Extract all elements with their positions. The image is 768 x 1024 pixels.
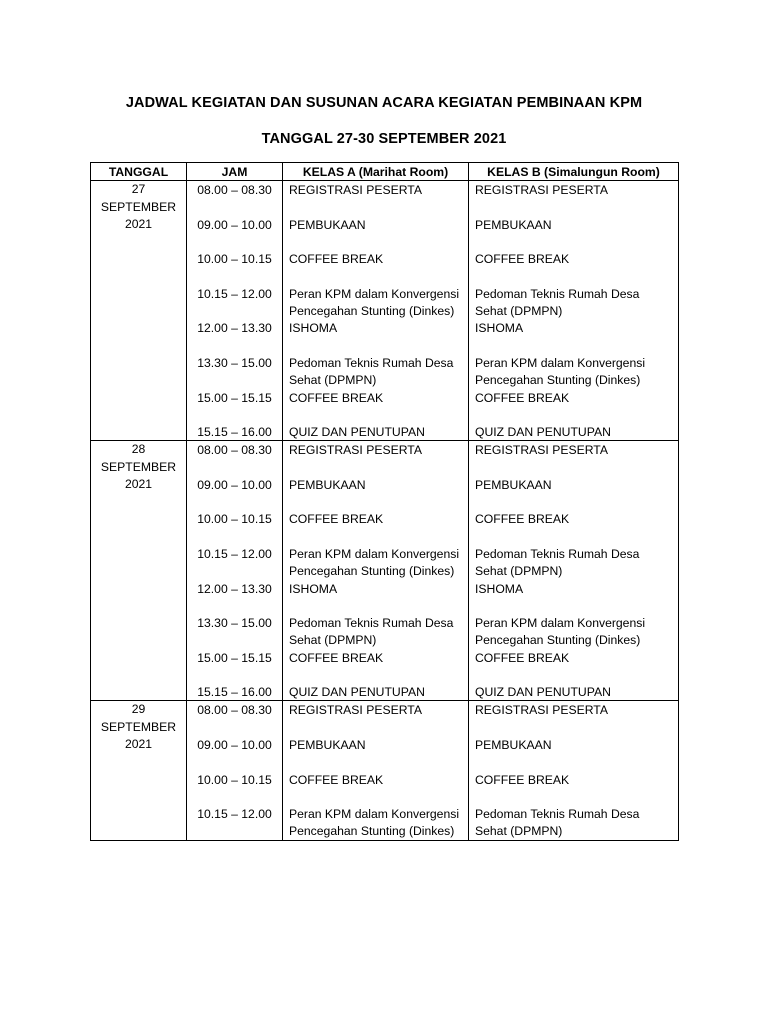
kelas-b-activity: [469, 250, 678, 285]
kelas-a-cell: [283, 441, 469, 701]
kelas-a-activity: [283, 649, 468, 684]
kelas-a-activity: [283, 736, 468, 771]
column-header-kelas-b: KELAS B (Simalungun Room): [469, 163, 679, 181]
kelas-a-activity-line: PEMBUKAAN: [289, 737, 366, 752]
kelas-b-activity: [469, 389, 678, 424]
kelas-b-activity: [469, 649, 678, 684]
kelas-b-activity-line: Sehat (DPMPN): [475, 563, 563, 578]
kelas-a-activity: [283, 614, 468, 649]
kelas-a-activity-line: PEMBUKAAN: [289, 477, 366, 492]
kelas-b-activity: [469, 701, 678, 736]
kelas-a-activity: [283, 181, 468, 216]
kelas-b-activity-line: REGISTRASI PESERTA: [475, 703, 608, 718]
kelas-b-activity-line: Peran KPM dalam Konvergensi: [475, 616, 646, 631]
date-cell: [91, 181, 187, 441]
kelas-b-activity: [469, 476, 678, 511]
schedule-table-header: [91, 163, 679, 181]
kelas-b-cell: [469, 181, 679, 441]
time-slot: 15.15 – 16.00: [197, 685, 272, 700]
time-slot: 15.00 – 15.15: [197, 390, 272, 405]
kelas-b-cell: [469, 701, 679, 840]
kelas-b-activity: [469, 354, 678, 389]
kelas-a-activity-line: COFFEE BREAK: [289, 252, 384, 267]
kelas-a-activity-line: Pedoman Teknis Rumah Desa: [289, 355, 454, 370]
kelas-b-activity-line: QUIZ DAN PENUTUPAN: [475, 425, 611, 440]
kelas-a-activity-line: COFFEE BREAK: [289, 390, 384, 405]
time-slot: 10.00 – 10.15: [197, 512, 272, 527]
kelas-b-activity: [469, 510, 678, 545]
kelas-a-activity-line: Sehat (DPMPN): [289, 372, 377, 387]
time-slot: 08.00 – 08.30: [197, 443, 272, 458]
date-line: 27: [131, 182, 146, 196]
kelas-a-activity-line: Pencegahan Stunting (Dinkes): [289, 303, 455, 318]
kelas-b-cell: [469, 441, 679, 701]
time-slot: 13.30 – 15.00: [197, 616, 272, 631]
kelas-b-activity: [469, 181, 678, 216]
document-subtitle: TANGGAL 27-30 SEPTEMBER 2021: [261, 131, 507, 147]
kelas-a-activity: [283, 250, 468, 285]
time-slot: 08.00 – 08.30: [197, 703, 272, 718]
kelas-a-activity: [283, 510, 468, 545]
kelas-b-activity-line: QUIZ DAN PENUTUPAN: [475, 685, 611, 700]
kelas-a-activity-line: REGISTRASI PESERTA: [289, 183, 422, 197]
kelas-b-activity: [469, 805, 678, 840]
date-line: 28: [131, 442, 146, 457]
kelas-a-activity: [283, 701, 468, 736]
kelas-a-activity: [283, 771, 468, 806]
kelas-a-activity-line: Peran KPM dalam Konvergensi: [289, 286, 460, 301]
kelas-a-activity-line: QUIZ DAN PENUTUPAN: [289, 685, 425, 700]
column-header-kelas-a: KELAS A (Marihat Room): [283, 163, 469, 181]
kelas-b-activity-line: Pencegahan Stunting (Dinkes): [475, 372, 641, 387]
day-row: [91, 441, 679, 701]
date-line: SEPTEMBER: [100, 199, 177, 214]
kelas-b-activity: [469, 285, 678, 320]
kelas-a-activity-line: Peran KPM dalam Konvergensi: [289, 807, 460, 822]
time-slot: 10.15 – 12.00: [197, 807, 272, 822]
kelas-b-activity-line: ISHOMA: [475, 581, 524, 596]
kelas-b-activity: [469, 683, 678, 700]
time-slot: 10.00 – 10.15: [197, 252, 272, 267]
time-column-cell: [187, 181, 283, 441]
kelas-b-activity: [469, 545, 678, 580]
kelas-a-activity-line: Peran KPM dalam Konvergensi: [289, 546, 460, 561]
kelas-b-activity-line: Sehat (DPMPN): [475, 824, 563, 839]
kelas-a-activity-line: PEMBUKAAN: [289, 217, 366, 232]
column-header-jam: JAM: [187, 163, 283, 181]
kelas-a-activity-line: Pencegahan Stunting (Dinkes): [289, 563, 455, 578]
kelas-a-activity-line: COFFEE BREAK: [289, 650, 384, 665]
time-column-cell: [187, 441, 283, 701]
kelas-a-activity-line: QUIZ DAN PENUTUPAN: [289, 425, 425, 440]
date-cell: [91, 441, 187, 701]
kelas-b-activity-line: PEMBUKAAN: [475, 477, 552, 492]
kelas-a-activity: [283, 423, 468, 440]
kelas-b-activity-line: Pedoman Teknis Rumah Desa: [475, 286, 640, 301]
kelas-a-activity: [283, 580, 468, 615]
kelas-b-activity-line: PEMBUKAAN: [475, 217, 552, 232]
kelas-a-activity: [283, 389, 468, 424]
kelas-a-cell: [283, 181, 469, 441]
time-slot: 12.00 – 13.30: [197, 581, 272, 596]
kelas-b-activity: [469, 614, 678, 649]
date-cell: [91, 701, 187, 840]
time-slot: 09.00 – 10.00: [197, 737, 272, 752]
time-slot: 10.15 – 12.00: [197, 546, 272, 561]
kelas-b-activity-line: COFFEE BREAK: [475, 390, 570, 405]
kelas-a-activity: [283, 319, 468, 354]
kelas-a-activity-line: REGISTRASI PESERTA: [289, 703, 422, 718]
time-slot: 12.00 – 13.30: [197, 321, 272, 336]
column-header-tanggal: TANGGAL: [91, 163, 187, 181]
kelas-b-activity-line: Pedoman Teknis Rumah Desa: [475, 807, 640, 822]
kelas-b-activity-line: Pedoman Teknis Rumah Desa: [475, 546, 640, 561]
time-slot: 09.00 – 10.00: [197, 217, 272, 232]
time-slot: 10.15 – 12.00: [197, 286, 272, 301]
kelas-b-activity-line: COFFEE BREAK: [475, 772, 570, 787]
time-slot: 10.00 – 10.15: [197, 772, 272, 787]
kelas-a-cell: [283, 701, 469, 840]
kelas-a-activity: [283, 441, 468, 476]
kelas-a-activity-line: ISHOMA: [289, 321, 338, 336]
time-slot: 08.00 – 08.30: [197, 183, 272, 197]
kelas-b-activity-line: COFFEE BREAK: [475, 650, 570, 665]
time-slot: 09.00 – 10.00: [197, 477, 272, 492]
schedule-table-body: [91, 181, 679, 841]
day-row: [91, 181, 679, 441]
kelas-a-activity-line: Pedoman Teknis Rumah Desa: [289, 616, 454, 631]
document-title: JADWAL KEGIATAN DAN SUSUNAN ACARA KEGIATAN PEMBINAAN KPM: [125, 95, 643, 111]
kelas-a-activity-line: Sehat (DPMPN): [289, 633, 377, 648]
kelas-a-activity: [283, 476, 468, 511]
date-line: SEPTEMBER: [100, 459, 177, 474]
date-line: 29: [131, 702, 146, 717]
time-slot: 15.15 – 16.00: [197, 425, 272, 440]
kelas-b-activity: [469, 441, 678, 476]
kelas-a-activity: [283, 805, 468, 840]
date-line: 2021: [124, 737, 153, 752]
kelas-b-activity-line: COFFEE BREAK: [475, 512, 570, 527]
time-slot: 15.00 – 15.15: [197, 650, 272, 665]
kelas-a-activity-line: COFFEE BREAK: [289, 772, 384, 787]
kelas-a-activity: [283, 545, 468, 580]
header-row: [91, 163, 679, 181]
kelas-b-activity: [469, 736, 678, 771]
kelas-b-activity: [469, 216, 678, 251]
kelas-b-activity-line: PEMBUKAAN: [475, 737, 552, 752]
kelas-b-activity-line: REGISTRASI PESERTA: [475, 183, 608, 197]
kelas-b-activity: [469, 771, 678, 806]
time-slot: 13.30 – 15.00: [197, 355, 272, 370]
kelas-b-activity-line: COFFEE BREAK: [475, 252, 570, 267]
kelas-a-activity: [283, 216, 468, 251]
kelas-a-activity-line: Pencegahan Stunting (Dinkes): [289, 824, 455, 839]
kelas-a-activity-line: REGISTRASI PESERTA: [289, 443, 422, 458]
kelas-a-activity-line: ISHOMA: [289, 581, 338, 596]
kelas-a-activity: [283, 285, 468, 320]
kelas-b-activity: [469, 580, 678, 615]
schedule-table: [90, 162, 679, 841]
kelas-a-activity-line: COFFEE BREAK: [289, 512, 384, 527]
kelas-a-activity: [283, 354, 468, 389]
kelas-b-activity-line: Peran KPM dalam Konvergensi: [475, 355, 646, 370]
date-line: 2021: [124, 477, 153, 492]
date-line: SEPTEMBER: [100, 719, 177, 734]
kelas-b-activity-line: Pencegahan Stunting (Dinkes): [475, 633, 641, 648]
kelas-b-activity-line: Sehat (DPMPN): [475, 303, 563, 318]
day-row: [91, 701, 679, 840]
kelas-b-activity-line: REGISTRASI PESERTA: [475, 443, 608, 458]
kelas-b-activity: [469, 423, 678, 440]
kelas-a-activity: [283, 683, 468, 700]
kelas-b-activity-line: ISHOMA: [475, 321, 524, 336]
time-column-cell: [187, 701, 283, 840]
date-line: 2021: [124, 217, 153, 231]
kelas-b-activity: [469, 319, 678, 354]
